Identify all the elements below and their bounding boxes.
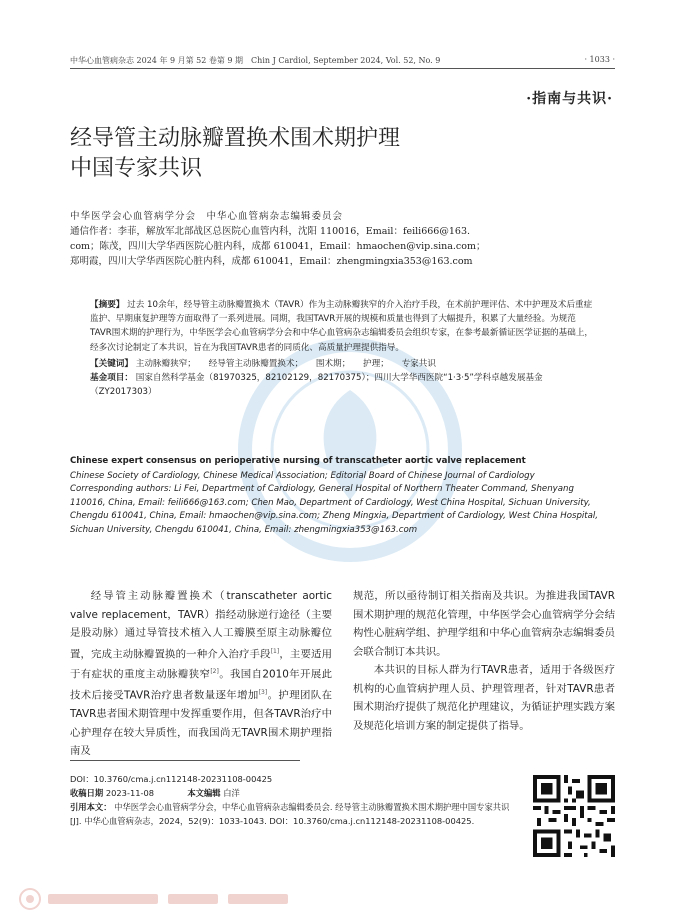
author-orgs: 中华医学会心血管病学分会 中华心血管病杂志编辑委员会 [70, 211, 344, 222]
keyword: 主动脉瓣狭窄； [135, 358, 196, 369]
section-tag: ·指南与共识· [526, 91, 613, 107]
corr-line-3: 郑明霞，四川大学华西医院心脏内科，成都 610041，Email：zhengmingxia353@163.com [70, 256, 473, 267]
citation-ref[interactable]: [2] [210, 668, 219, 676]
dates-row [70, 786, 520, 800]
english-abstract-header [70, 455, 610, 537]
abstract-section [90, 298, 595, 399]
citation-ref[interactable]: [1] [270, 647, 280, 655]
qr-code-icon [533, 775, 615, 857]
keyword: 围术期； [315, 358, 351, 369]
body-text: ，主要适用于有症状的重度主动脉瓣狭窄 [70, 647, 332, 681]
body-column-right [353, 587, 615, 735]
abstract-text: 过去 10余年，经导管主动脉瓣置换术（TAVR）作为主动脉瓣狭窄的介入治疗手段，在术前护理评估、术中护理及术后重症监护、早期康复护理等方面取得了一系列进展。同期，我国TAVR开展的规模和质量也得到了大幅提升，积累了大量经验。为规范TAVR围术期的护理行为，中华医学会心血管病学分会和中华心血管病杂志编辑委员会组织专家，在参考最新循证医学证据的基础上，经多次讨论制定了本共识，旨在为我国TAVR患者的同质化、高质量护理提供指导。 [90, 300, 594, 353]
article-footer [70, 772, 520, 828]
english-orgs: Chinese Society of Cardiology, Chinese Medical Association; Editorial Board of Chinese Journal of Cardiology [70, 470, 535, 481]
keyword: 经导管主动脉瓣置换术； [208, 358, 304, 369]
abstract-paragraph [90, 298, 595, 355]
citation-ref[interactable]: [3] [258, 689, 268, 697]
body-column-left [70, 587, 332, 761]
header-divider [70, 68, 615, 69]
editor-name: 白洋 [223, 788, 240, 798]
keyword: 专家共识 [401, 358, 436, 369]
body-paragraph: 本共识的目标人群为行TAVR患者，适用于各级医疗机构的心血管病护理人员、护理管理者，针对TAVR患者围术期治疗提供了规范化护理建议，为循证护理实践方案及规范化培训方案的制定提供了指导。 [353, 664, 615, 732]
fund-label: 基金项目： [90, 373, 133, 384]
publisher-logo [18, 887, 298, 911]
footer-divider [70, 760, 300, 761]
abstract-label: 【摘要】 [90, 300, 125, 310]
english-title: Chinese expert consensus on perioperative nursing of transcatheter aortic valve replacement [70, 456, 526, 466]
keywords-label: 【关键词】 [90, 358, 133, 369]
fund-row [90, 371, 595, 399]
body-text: 。我国自2010年开展此技术后接受TAVR治疗患者数量逐年增加 [70, 668, 332, 702]
title-line-1: 经导管主动脉瓣置换术围术期护理 [70, 126, 401, 151]
fund-text: 国家自然科学基金（81970325，82102129，82170375）；四川大学华西医院“1·3·5”学科卓越发展基金（ZY2017303） [90, 373, 543, 398]
cite-label: 引用本文： [70, 802, 112, 812]
article-title [70, 124, 400, 184]
page-number: · 1033 · [584, 55, 615, 64]
title-line-2: 中国专家共识 [70, 156, 203, 181]
body-text: 。护理团队在TAVR患者围术期管理中发挥重要作用，但各TAVR治疗中心护理存在较大异质性，而我国尚无TAVR围术期护理指南及 [70, 689, 332, 758]
body-text: 经导管主动脉瓣置换术（transcatheter aortic valve replacement，TAVR）指经动脉逆行途径（主要是股动脉）通过导管技术植入人工瓣膜至原主动脉瓣位置，完成主动脉瓣置换的一种介入治疗手段 [70, 590, 332, 660]
keyword: 护理； [363, 358, 389, 369]
english-corresponding: Corresponding authors: Li Fei, Department of Cardiology, General Hospital of Northern Theater Command, Shenyang 110016, China, Email: feili666@163.com; Chen Mao, Department of Cardiology, West China Hospital, Sichuan University, Chengdu 610041, China, Email: hmaochen@vip.sina.com; Zheng Mingxia, Department of Cardiology, West China Hospital, Sichuan University, Chengdu 610041, China, Email: zhengmingxia353@163.com [70, 484, 599, 535]
received-date: 2023-11-08 [105, 788, 155, 798]
body-paragraph: 规范，所以亟待制订相关指南及共识。为推进我国TAVR围术期护理的规范化管理，中华医学会心血管病学分会结构性心脏病学组、护理学组和中华心血管病杂志编辑委员会联合制订本共识。 [353, 590, 615, 658]
received-label: 收稿日期 [70, 788, 104, 798]
cite-text: 中华医学会心血管病学分会，中华心血管病杂志编辑委员会. 经导管主动脉瓣置换术围术期护理中国专家共识[J]. 中华心血管病杂志，2024，52(9)：1033-1043. DOI：10.3760/cma.j.cn112148-20231108-00425. [70, 802, 510, 826]
keywords-row [90, 357, 595, 371]
corr-line-2: com；陈茂，四川大学华西医院心脏内科，成都 610041，Email：hmaochen@vip.sina.com； [70, 241, 486, 252]
author-block [70, 209, 540, 269]
citation-block [70, 800, 520, 828]
running-head-left: 中华心血管病杂志 2024 年 9 月第 52 卷第 9 期 Chin J Cardiol, September 2024, Vol. 52, No. 9 [70, 56, 441, 65]
editor-label: 本文编辑 [187, 788, 221, 798]
body-paragraph [70, 587, 332, 761]
corr-line-1: 通信作者：李菲，解放军北部战区总医院心血管内科，沈阳 110016，Email：feili666@163. [70, 226, 471, 237]
doi: DOI：10.3760/cma.j.cn112148-20231108-00425 [70, 774, 273, 784]
